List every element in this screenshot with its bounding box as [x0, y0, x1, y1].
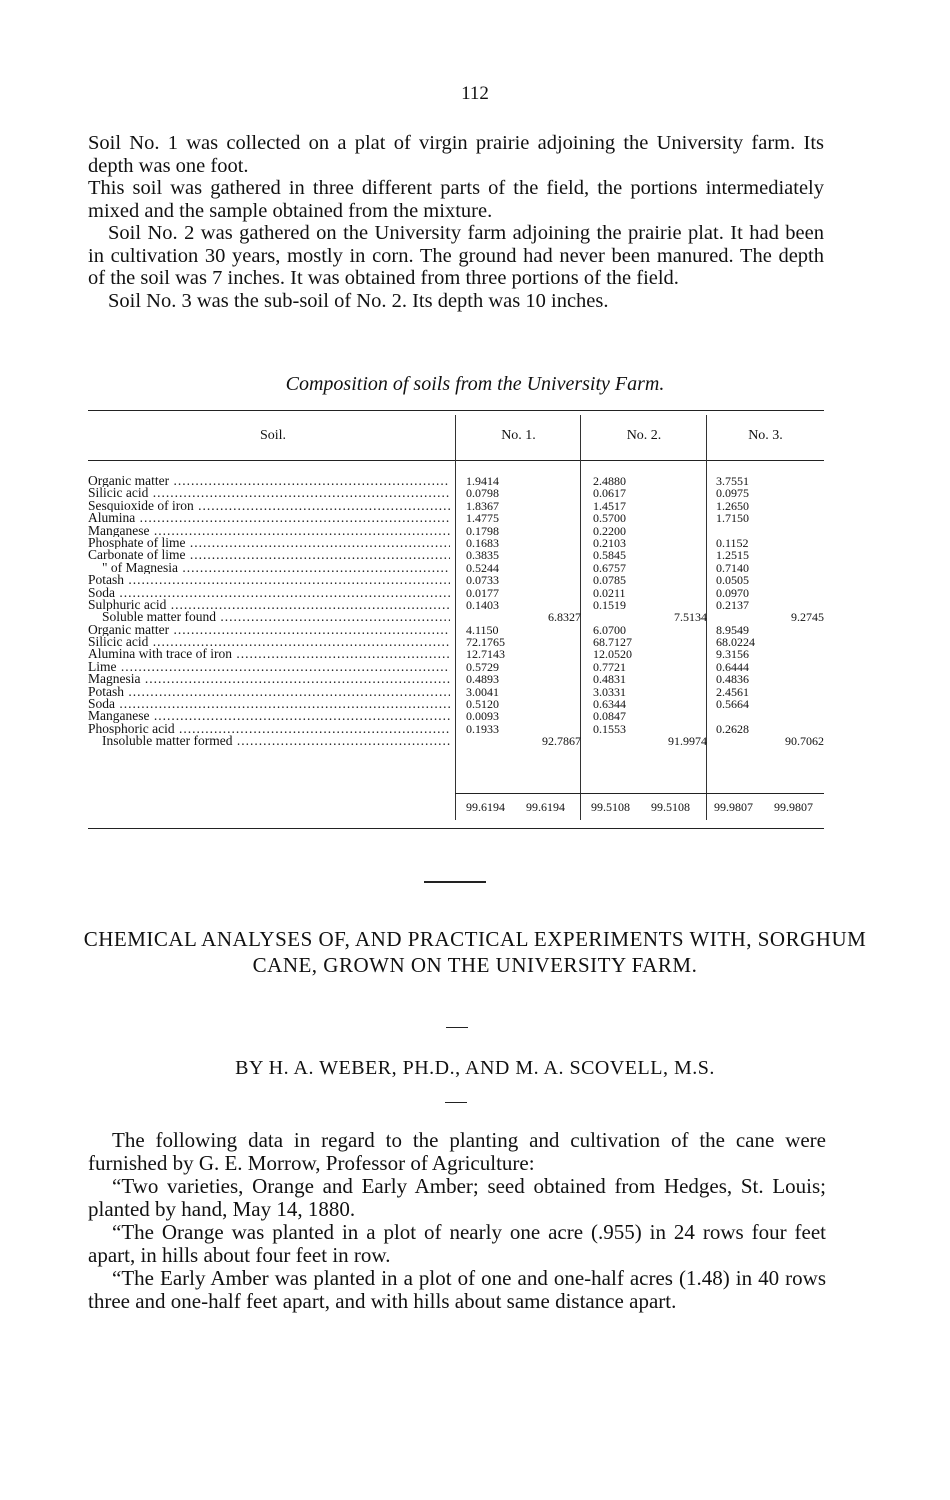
table-cell: 0.1933 [466, 721, 499, 736]
row-label: Manganese ..... [88, 525, 450, 537]
table-cell: 0.0785 [593, 573, 626, 588]
table-cell: 0.5700 [593, 511, 626, 526]
table-cell: 6.8327 [548, 610, 581, 625]
table-cell: 1.2515 [716, 548, 749, 563]
total-cell: 99.9807 [714, 800, 753, 814]
table-row [88, 500, 824, 512]
table-cell: 0.3835 [466, 548, 499, 563]
row-label: Phosphate of lime ..... [88, 537, 450, 549]
table-bottom-rule [88, 828, 824, 829]
table-cell: 0.4893 [466, 672, 499, 687]
paragraph: The following data in regard to the planting and cultivation of the cane were furnished by G. E. Morrow, Professor of Agriculture: [88, 1128, 826, 1175]
paragraph: Soil No. 3 was the sub-soil of No. 2. Its depth was 10 inches. [108, 289, 609, 312]
intro-text [88, 132, 824, 312]
table-cell: 0.0093 [466, 709, 499, 724]
table-row [88, 475, 824, 487]
table-cell: 0.1519 [593, 597, 626, 612]
row-label: Silicic acid ..... [88, 487, 450, 499]
paragraph: Soil No. 1 was collected on a plat of virgin prairie adjoining the University farm. Its depth was one foot. [88, 132, 824, 177]
table-cell: 0.0798 [466, 486, 499, 501]
table-cell: 0.6444 [716, 659, 749, 674]
table-row [88, 549, 824, 561]
row-label: Silicic acid ..... [88, 636, 450, 648]
table-cell: 0.0970 [716, 585, 749, 600]
body-text [88, 1129, 826, 1313]
byline-divider [445, 1102, 467, 1103]
table-row [88, 574, 824, 586]
total-cell: 99.6194 [526, 800, 565, 814]
table-cell: 0.0211 [593, 585, 626, 600]
table-cell: 0.2103 [593, 535, 626, 550]
total-cell: 99.6194 [466, 800, 505, 814]
table-header [88, 428, 824, 450]
table-cell: 12.0520 [593, 647, 632, 662]
table-row [88, 636, 824, 648]
table-row [88, 648, 824, 660]
table-cell: 1.4775 [466, 511, 499, 526]
row-label: Alumina with trace of iron ..... [88, 648, 450, 660]
table-cell: 7.5134 [674, 610, 707, 625]
row-label: Potash ..... [88, 574, 450, 586]
table-cell: 0.2200 [593, 523, 626, 538]
table-row [88, 723, 824, 735]
header-no2: No. 2. [626, 428, 662, 443]
total-cell: 99.5108 [651, 800, 690, 814]
table-title: Composition of soils from the University Farm. [285, 373, 665, 395]
row-label: Organic matter ..... [88, 475, 450, 487]
table-cell: 0.0177 [466, 585, 499, 600]
row-label: Soluble matter found ..... [88, 611, 450, 623]
paragraph: This soil was gathered in three different parts of the field, the portions intermediately mixed and the sample obtained from the mixture. [88, 177, 824, 222]
row-label: Manganese ..... [88, 710, 450, 722]
table-cell: 90.7062 [785, 734, 824, 749]
table-header-rule [88, 460, 824, 461]
table-cell: 0.1403 [466, 597, 499, 612]
table-cell: 0.4831 [593, 672, 626, 687]
table-cell: 2.4880 [593, 474, 626, 488]
table-cell: 9.3156 [716, 647, 749, 662]
row-label: Soda ..... [88, 698, 450, 710]
table-cell: 6.0700 [593, 622, 626, 637]
table-cell: 0.1553 [593, 721, 626, 736]
table-cell: 2.4561 [716, 684, 749, 699]
table-cell: 4.1150 [466, 622, 499, 637]
table-cell: 0.7721 [593, 659, 626, 674]
total-cell: 99.5108 [591, 800, 630, 814]
row-label: " of Magnesia ..... [88, 562, 450, 574]
row-label: Carbonate of lime ..... [88, 549, 450, 561]
table-cell: 0.5120 [466, 697, 499, 712]
table-cell: 72.1765 [466, 635, 505, 650]
table-cell: 0.2628 [716, 721, 749, 736]
table-cell: 9.2745 [791, 610, 824, 625]
table-cell: 1.9414 [466, 474, 499, 488]
table-cell: 68.7127 [593, 635, 632, 650]
table-body [88, 475, 824, 748]
paragraph: “Two varieties, Orange and Early Amber; seed obtained from Hedges, St. Louis; planted by hand, May 14, 1880. [88, 1174, 826, 1221]
table-row [88, 525, 824, 537]
table-cell: 68.0224 [716, 635, 755, 650]
row-label: Soda ..... [88, 587, 450, 599]
table-row [88, 686, 824, 698]
table-row [88, 599, 824, 611]
totals-rule [455, 793, 824, 794]
row-label: Alumina ..... [88, 512, 450, 524]
table-cell: 0.5729 [466, 659, 499, 674]
table-cell: 92.7867 [542, 734, 581, 749]
section-divider [424, 881, 486, 883]
table-row [88, 661, 824, 673]
table-cell: 0.1683 [466, 535, 499, 550]
table-cell: 0.1152 [716, 535, 749, 550]
table-cell: 1.8367 [466, 498, 499, 513]
table-cell: 0.1798 [466, 523, 499, 538]
table-row [88, 537, 824, 549]
table-cell: 91.9974 [668, 734, 707, 749]
table-row [88, 562, 824, 574]
header-no3: No. 3. [748, 428, 783, 443]
row-label: Magnesia ..... [88, 673, 450, 685]
row-label: Organic matter ..... [88, 624, 450, 636]
table-cell: 1.7150 [716, 511, 749, 526]
row-label: Sulphuric acid ..... [88, 599, 450, 611]
row-label: Sesquioxide of iron ..... [88, 500, 450, 512]
table-cell: 0.7140 [716, 560, 749, 575]
table-cell: 0.6757 [593, 560, 626, 575]
table-cell: 0.5845 [593, 548, 626, 563]
table-cell: 0.0617 [593, 486, 626, 501]
table-cell: 0.0733 [466, 573, 499, 588]
table-row [88, 587, 824, 599]
table-cell: 0.0505 [716, 573, 749, 588]
table-row [88, 673, 824, 685]
row-label: Phosphoric acid ..... [88, 723, 450, 735]
heading-divider [446, 1027, 468, 1028]
table-cell: 0.2137 [716, 597, 749, 612]
table-row [88, 624, 824, 636]
total-cell: 99.9807 [774, 800, 813, 814]
byline: BY H. A. WEBER, PH.D., AND M. A. SCOVELL, M.S. [235, 1057, 715, 1079]
page-number: 112 [461, 83, 489, 104]
row-label: Insoluble matter formed ..... [88, 735, 450, 747]
table-cell: 3.0331 [593, 684, 626, 699]
table-top-rule [88, 410, 824, 411]
paragraph: Soil No. 2 was gathered on the University farm adjoining the prairie plat. It had been in cultivation 30 years, mostly in corn. The ground had never been manured. The depth of the soil was 7 inches. It was obtained from three portions of the field. [88, 222, 824, 289]
table-cell: 0.6344 [593, 697, 626, 712]
table-cell: 8.9549 [716, 622, 749, 637]
table-cell: 1.4517 [593, 498, 626, 513]
table-row [88, 710, 824, 722]
paragraph: “The Orange was planted in a plot of nearly one acre (.955) in 24 rows four feet apart, in hills about four feet in row. [88, 1220, 826, 1267]
table-row [88, 611, 824, 623]
header-no1: No. 1. [501, 428, 536, 443]
table-cell: 0.0975 [716, 486, 749, 501]
table-row [88, 487, 824, 499]
table-row [88, 735, 824, 747]
table-row [88, 512, 824, 524]
section-heading: CHEMICAL ANALYSES OF, AND PRACTICAL EXPERIMENTS WITH, SORGHUM CANE, GROWN ON THE UNIVERSITY FARM. [83, 927, 867, 977]
table-cell: 12.7143 [466, 647, 505, 662]
row-label: Potash ..... [88, 686, 450, 698]
table-cell: 3.0041 [466, 684, 499, 699]
paragraph: “The Early Amber was planted in a plot of one and one-half acres (1.48) in 40 rows three and one-half feet apart, and with hills about same distance apart. [88, 1266, 826, 1313]
table-cell: 3.7551 [716, 474, 749, 488]
table-row [88, 698, 824, 710]
row-label: Lime ..... [88, 661, 450, 673]
table-cell: 0.0847 [593, 709, 626, 724]
header-soil: Soil. [259, 428, 287, 443]
table-cell: 0.5664 [716, 697, 749, 712]
table-cell: 0.5244 [466, 560, 499, 575]
table-cell: 1.2650 [716, 498, 749, 513]
table-cell: 0.4836 [716, 672, 749, 687]
